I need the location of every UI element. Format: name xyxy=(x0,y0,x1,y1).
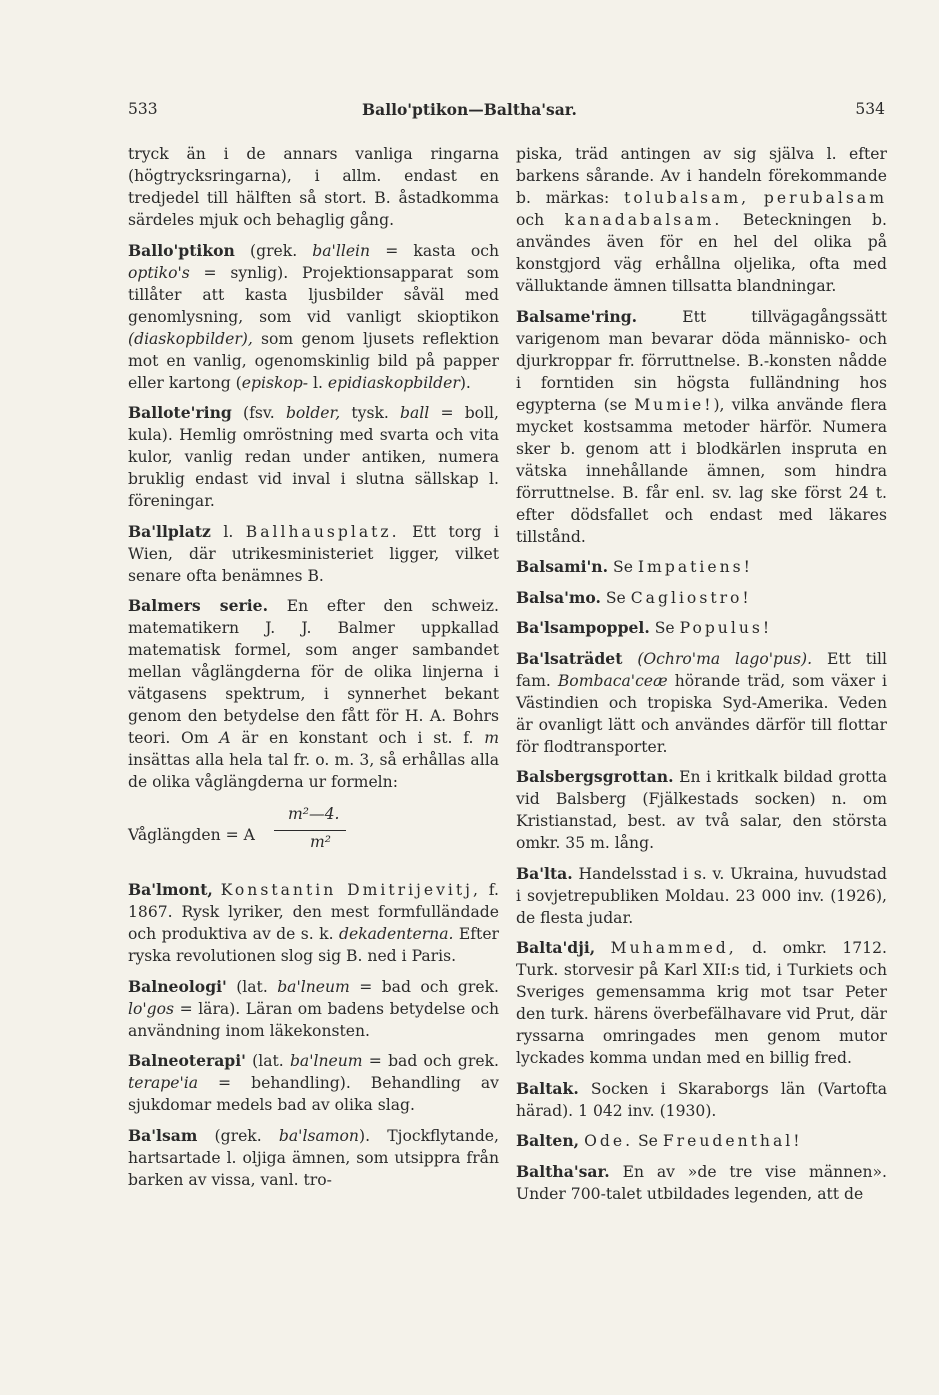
headword: Ba'lsaträdet xyxy=(516,648,623,668)
entry-balsamering: Balsame'ring. Ett tillvägagångssätt varigenom man bevarar döda människo- och djurkroppar fr. förruttnelse. B.-konsten nådde i forntiden sin högsta fulländning hos egypterna (se Mumie!), vilka använde flera mycket kostsamma metoder härför. Numera sker b. genom att i blodkärlen insprutа en vätska innehållande ämnen, som hindra förruttnelse. B. får enl. sv. lag ske först 24 t. efter dödsfallet och endast med läkares tillstånd. xyxy=(516,306,887,546)
entry-balsamin: Balsami'n. Se Impatiens! xyxy=(516,557,753,576)
headword: Baltha'sar. xyxy=(516,1161,610,1181)
headword: Ba'lsampoppel. xyxy=(516,618,650,637)
page-header xyxy=(0,100,939,124)
headword: Balten, xyxy=(516,1131,580,1150)
headword: Balneologi' xyxy=(128,976,227,996)
right-column xyxy=(516,143,887,1213)
entry-balneoterapi: Balneoterapi' (lat. ba'lneum = bad och grek. terape'ia = behandling). Behandling av sjukdomar medels bad av olika slag. xyxy=(128,1051,499,1114)
formula-denominator: m² xyxy=(310,833,332,851)
entry-balmers-serie: Balmers serie. En efter den schweiz. matematikern J. J. Balmer uppkallad matematisk formel, som anger sambandet mellan våglängderna för de olika linjerna i vätgasens spektrum, i synnerhet bekant genom den betydelse den fått för H. A. Bohrs teori. Om A är en konstant och i st. f. m insättas alla hela tal fr. o. m. 3, så erhållas alla de olika våglängderna ur formeln: xyxy=(128,596,499,791)
headword: Balta'dji, xyxy=(516,938,596,957)
headword: Ba'lta. xyxy=(516,863,573,883)
headword: Ba'lmont, xyxy=(128,880,213,899)
page-number-left: 533 xyxy=(128,100,158,118)
continued-text: tryck än i de annars vanliga ringarna (högtrycksringarna), i allm. endast en tredjedel till hälften så stort. B. åstadkomma särdeles mjuk och behaglig gång. xyxy=(128,145,499,229)
continued-text: piska, träd antingen av sig själva l. efter barkens sårande. Av i handeln förekommande b. märkas: tolubalsam, perubalsam och kanadabalsam. Beteckningen b. användes även för en hel del olika på konstgjord väg erhållna oljelika, ofta med välluktande ämnen tillsatta blandningar. xyxy=(516,145,887,295)
entry-baltadji: Balta'dji, Muhammed, d. omkr. 1712. Turk. storvesir på Karl XII:s tid, i Turkiets och Sveriges gemensamma krig mot tsar Peter den turk. härens överbefälhavare vid Prut, där ryssarna omringades men genom mutor lyckades komma undan med en billig fred. xyxy=(516,938,887,1067)
headword: Ba'llplatz xyxy=(128,521,211,541)
entry-balsam: Ba'lsam (grek. ba'lsamon). Tjockflytande, hartsartade l. oljiga ämnen, som utsippra från barken av vissa, vanl. tro- xyxy=(128,1125,499,1189)
headword: Balsame'ring. xyxy=(516,306,638,326)
running-title: Ballo'ptikon—Baltha'sar. xyxy=(362,100,577,119)
formula-label: Våglängden = A xyxy=(128,826,255,844)
headword: Balmers serie. xyxy=(128,596,268,615)
headword: Balneoterapi' xyxy=(128,1051,246,1070)
headword: Ba'lsam xyxy=(128,1125,198,1145)
entry-balsatradet: Ba'lsaträdet (Ochro'ma lago'pus). Ett till fam. Bombaca'ceæ hörande träd, som växer i Västindien och tropiska Syd-Amerika. Veden är ovanligt lätt och användes därför till flottar för flodtransporter. xyxy=(516,648,887,756)
balmer-formula xyxy=(128,803,499,863)
entry-balthasar: Baltha'sar. En av »de tre vise männen». Under 700-talet utbildades legenden, att de xyxy=(516,1161,887,1203)
entry-balten: Balten, Ode. Se Freudenthal! xyxy=(516,1131,803,1150)
entry-balsampoppel: Ba'lsampoppel. Se Populus! xyxy=(516,618,773,637)
headword: Baltak. xyxy=(516,1078,579,1098)
entry-baltak: Baltak. Socken i Skaraborgs län (Vartofta härad). 1 042 inv. (1930). xyxy=(516,1078,887,1120)
headword: Ballote'ring xyxy=(128,403,232,422)
headword: Balsa'mo. xyxy=(516,587,601,607)
left-column xyxy=(128,143,499,1199)
page-number-right: 534 xyxy=(855,100,885,118)
headword: Balsami'n. xyxy=(516,557,609,576)
formula-numerator: m²—4. xyxy=(288,805,340,823)
entry-balmont: Ba'lmont, Konstantin Dmitrijevitj, f. 1867. Rysk lyriker, den mest formfulländade och produktiva av de s. k. dekadenterna. Efter ryska revolutionen slog sig B. ned i Paris. xyxy=(128,880,500,965)
entry-ballotering: Ballote'ring (fsv. bolder, tysk. ball = boll, kula). Hemlig omröstning med svarta och vita kulor, vanlig redan under antiken, numera bruklig endast vid inval i slutna sällskap l. föreningar. xyxy=(128,403,500,510)
entry-ballplatz: Ba'llplatz l. Ballhausplatz. Ett torg i Wien, där utrikesministeriet ligger, vilket senare ofta benämnes B. xyxy=(128,521,499,585)
entry-balneologi: Balneologi' (lat. ba'lneum = bad och grek. lo'gos = lära). Läran om badens betydelse och användning inom läkekonsten. xyxy=(128,976,499,1040)
entry-balsamo: Balsa'mo. Se Cagliostro! xyxy=(516,587,752,607)
entry-balta: Ba'lta. Handelsstad i s. v. Ukraina, huvudstad i sovjetrepubliken Moldau. 23 000 inv. (1926), de flesta judar. xyxy=(516,863,887,927)
entry-balsbergsgrottan: Balsbergsgrottan. En i kritkalk bildad grotta vid Balsberg (Fjälkestads socken) n. om Kristianstad, best. av två salar, den största omkr. 35 m. lång. xyxy=(516,767,887,852)
entry-ballo-ptikon: Ballo'ptikon (grek. ba'llein = kasta och optiko's = synlig). Projektionsapparat som tillåter att kasta ljusbilder såväl med genomlysning, som vid vanligt skioptikon (diaskopbilder), som genom ljusets reflektion mot en vanlig, ogenomskinlig bild på papper eller kartong (episkop- l. epidiaskopbilder). xyxy=(128,240,499,392)
headword: Ballo'ptikon xyxy=(128,240,235,260)
headword: Balsbergsgrottan. xyxy=(516,767,674,786)
